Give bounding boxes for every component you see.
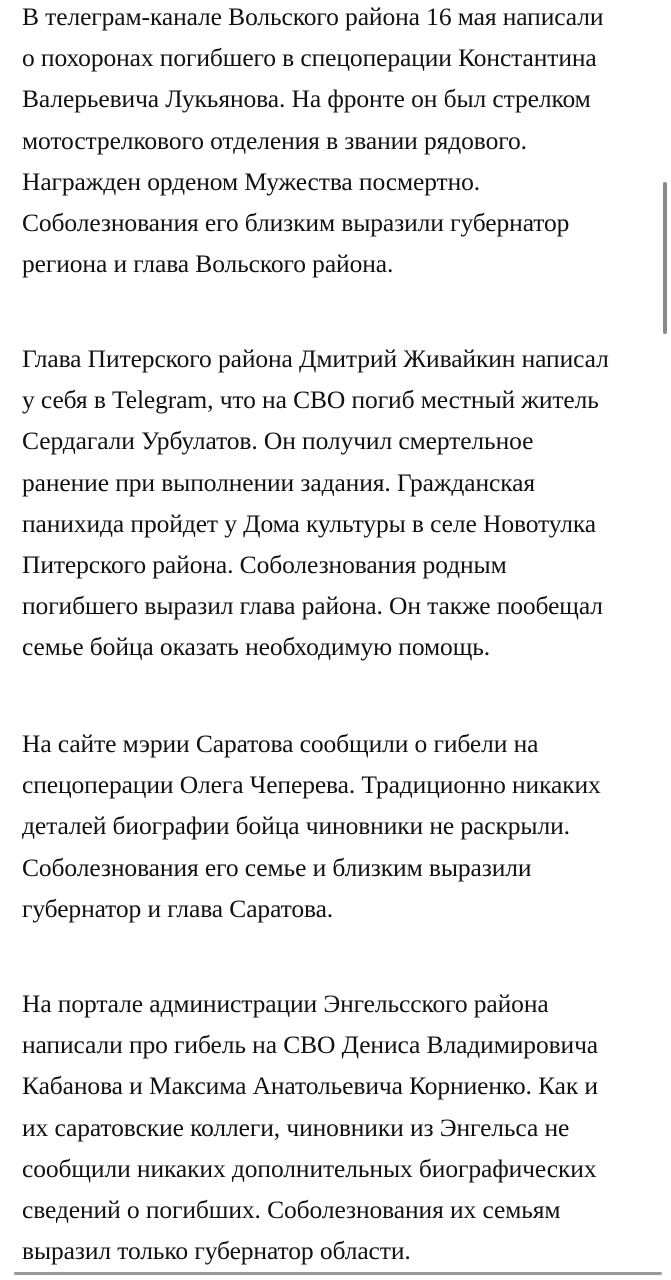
text-line: деталей биографии бойца чиновники не раскрыли. <box>22 811 570 841</box>
text-line: губернатор и глава Саратова. <box>22 893 334 923</box>
text-line: о похоронах погибшего в спецоперации Константина <box>22 43 597 73</box>
text-line: написали про гибель на СВО Дениса Владимировича <box>22 1030 599 1060</box>
text-line: Соболезнования его близким выразили губернатор <box>22 208 570 238</box>
text-line: выразил только губернатор области. <box>22 1236 411 1266</box>
text-line: В телеграм-канале Вольского района 16 мая написали <box>22 2 604 31</box>
paragraph-volsk <box>22 0 603 284</box>
paragraph-engels <box>22 983 598 1271</box>
text-line: их саратовские коллеги, чиновники из Энгельса не <box>22 1112 570 1142</box>
text-line: Награжден орденом Мужества посмертно. <box>22 166 481 196</box>
text-line: Глава Питерского района Дмитрий Живайкин написал <box>22 344 609 373</box>
text-line: погибшего выразил глава района. Он также пообещал <box>22 591 603 621</box>
text-line: ранение при выполнении задания. Гражданская <box>22 467 535 497</box>
text-line: Питерского района. Соболезнования родным <box>22 550 507 580</box>
paragraph-pitersky <box>22 338 609 668</box>
scrollbar-thumb[interactable] <box>663 182 667 334</box>
text-line: Кабанова и Максима Анатольевича Корниенко. Как и <box>22 1071 598 1101</box>
text-line: панихида пройдет у Дома культуры в селе Новотулка <box>22 508 597 538</box>
text-line: Соболезнования его семье и близким выразили <box>22 852 532 882</box>
text-line: сообщили никаких дополнительных биографических <box>22 1153 597 1183</box>
text-line: у себя в Telegram, что на СВО погиб местный житель <box>22 385 599 415</box>
text-line: На портале администрации Энгельсского района <box>22 989 549 1018</box>
paragraph-saratov <box>22 723 601 929</box>
text-line: Валерьевича Лукьянова. На фронте он был стрелком <box>22 84 591 114</box>
text-line: сведений о погибших. Соболезнования их семьям <box>22 1195 561 1225</box>
text-line: семье бойца оказать необходимую помощь. <box>22 632 491 662</box>
text-line: спецоперации Олега Чеперева. Традиционно никаких <box>22 770 601 800</box>
text-line: На сайте мэрии Саратова сообщили о гибели на <box>22 729 539 758</box>
text-line: региона и глава Вольского района. <box>22 249 394 279</box>
text-line: Сердагали Урбулатов. Он получил смертельное <box>22 426 534 456</box>
bottom-underline <box>14 1272 662 1275</box>
text-line: мотострелкового отделения в звании рядового. <box>22 125 527 155</box>
